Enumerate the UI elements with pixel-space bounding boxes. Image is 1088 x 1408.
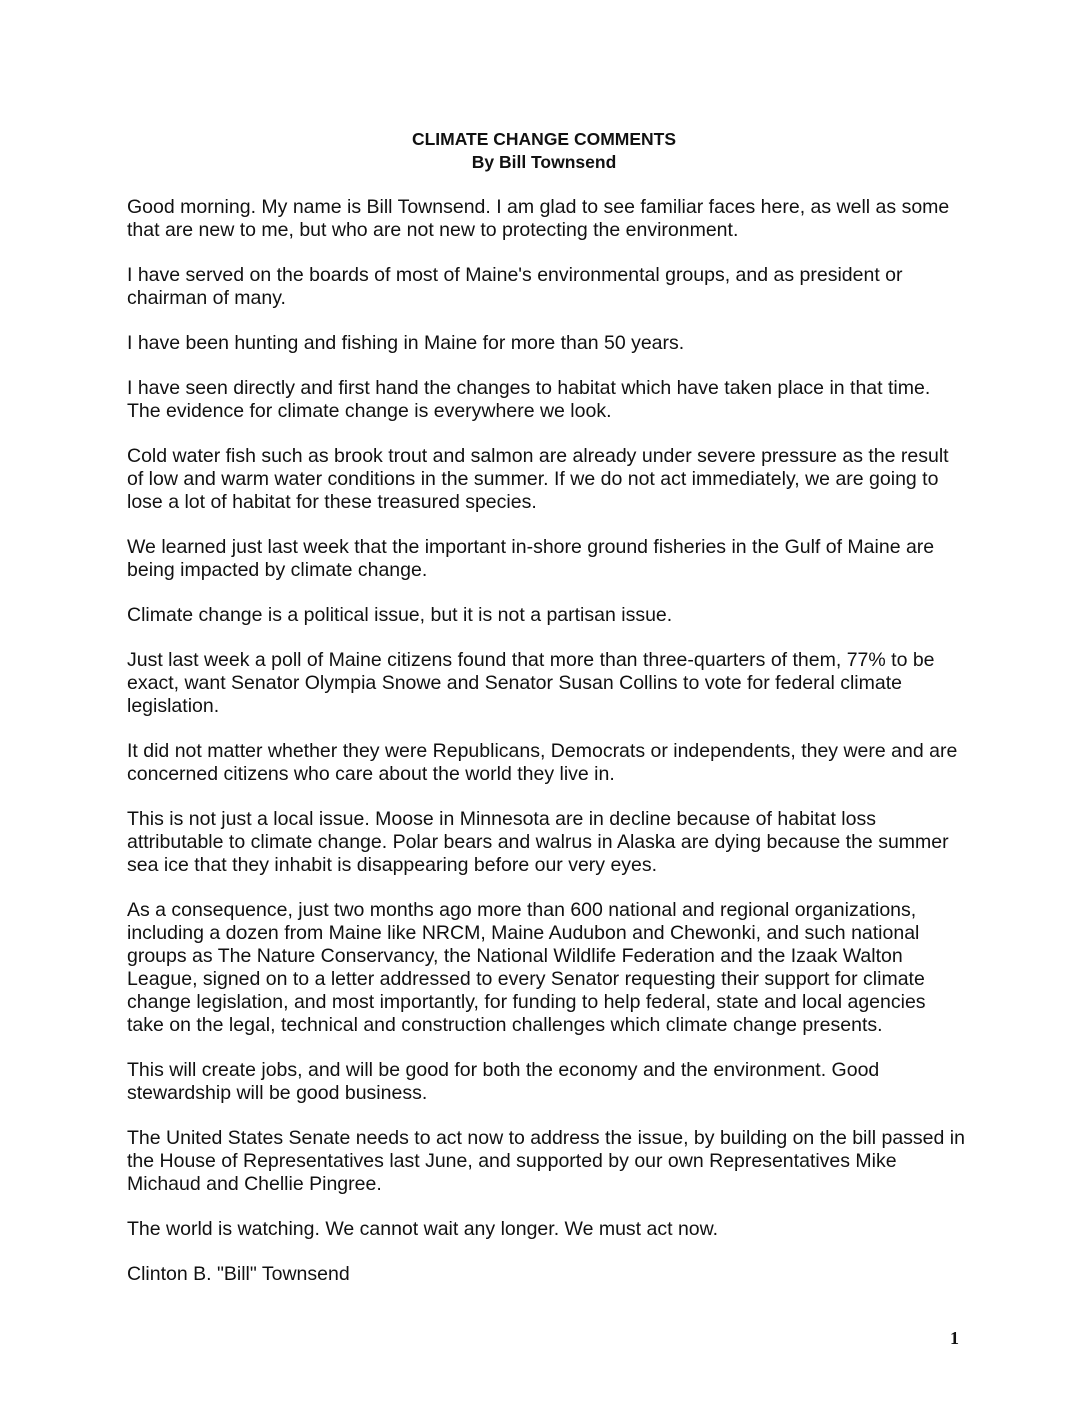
title-block bbox=[0, 128, 1088, 174]
paragraph: This is not just a local issue. Moose in Minnesota are in decline because of habitat loss attributable to climate change. Polar bears and walrus in Alaska are dying because the summer sea ice that they inhabit is disappearing before our very eyes. bbox=[127, 808, 949, 876]
document-title: CLIMATE CHANGE COMMENTS bbox=[411, 129, 677, 149]
paragraph: Good morning. My name is Bill Townsend. I am glad to see familiar faces here, as well as some that are new to me, but who are not new to protecting the environment. bbox=[127, 196, 950, 241]
document-byline: By Bill Townsend bbox=[471, 152, 617, 172]
paragraph: The world is watching. We cannot wait any longer. We must act now. bbox=[127, 1218, 719, 1240]
page-number: 1 bbox=[950, 1328, 959, 1348]
paragraph: I have served on the boards of most of Maine's environmental groups, and as president or chairman of many. bbox=[127, 264, 903, 309]
signature: Clinton B. "Bill" Townsend bbox=[127, 1263, 350, 1285]
paragraph: Just last week a poll of Maine citizens found that more than three-quarters of them, 77% to be exact, want Senator Olympia Snowe and Senator Susan Collins to vote for federal climate legislation. bbox=[127, 649, 935, 717]
paragraph: As a consequence, just two months ago more than 600 national and regional organizations, including a dozen from Maine like NRCM, Maine Audubon and Chewonki, and such national groups as The Nature Conservancy, the National Wildlife Federation and the Izaak Walton League, signed on to a letter addressed to every Senator requesting their support for climate change legislation, and most importantly, for funding to help federal, state and local agencies take on the legal, technical and construction challenges which climate change presents. bbox=[127, 899, 926, 1036]
paragraph: I have been hunting and fishing in Maine for more than 50 years. bbox=[127, 332, 685, 354]
paragraph: Climate change is a political issue, but it is not a partisan issue. bbox=[127, 604, 673, 626]
paragraph: It did not matter whether they were Republicans, Democrats or independents, they were and are concerned citizens who care about the world they live in. bbox=[127, 740, 958, 785]
paragraph: Cold water fish such as brook trout and salmon are already under severe pressure as the result of low and warm water conditions in the summer. If we do not act immediately, we are going to lose a lot of habitat for these treasured species. bbox=[127, 445, 949, 513]
document-body bbox=[127, 196, 967, 1308]
paragraph: The United States Senate needs to act now to address the issue, by building on the bill passed in the House of Representatives last June, and supported by our own Representatives Mike Michaud and Chellie Pingree. bbox=[127, 1127, 965, 1195]
paragraph: We learned just last week that the important in-shore ground fisheries in the Gulf of Maine are being impacted by climate change. bbox=[127, 536, 935, 581]
paragraph: This will create jobs, and will be good for both the economy and the environment. Good stewardship will be good business. bbox=[127, 1059, 880, 1104]
paragraph: I have seen directly and first hand the changes to habitat which have taken place in that time. The evidence for climate change is everywhere we look. bbox=[127, 377, 931, 422]
